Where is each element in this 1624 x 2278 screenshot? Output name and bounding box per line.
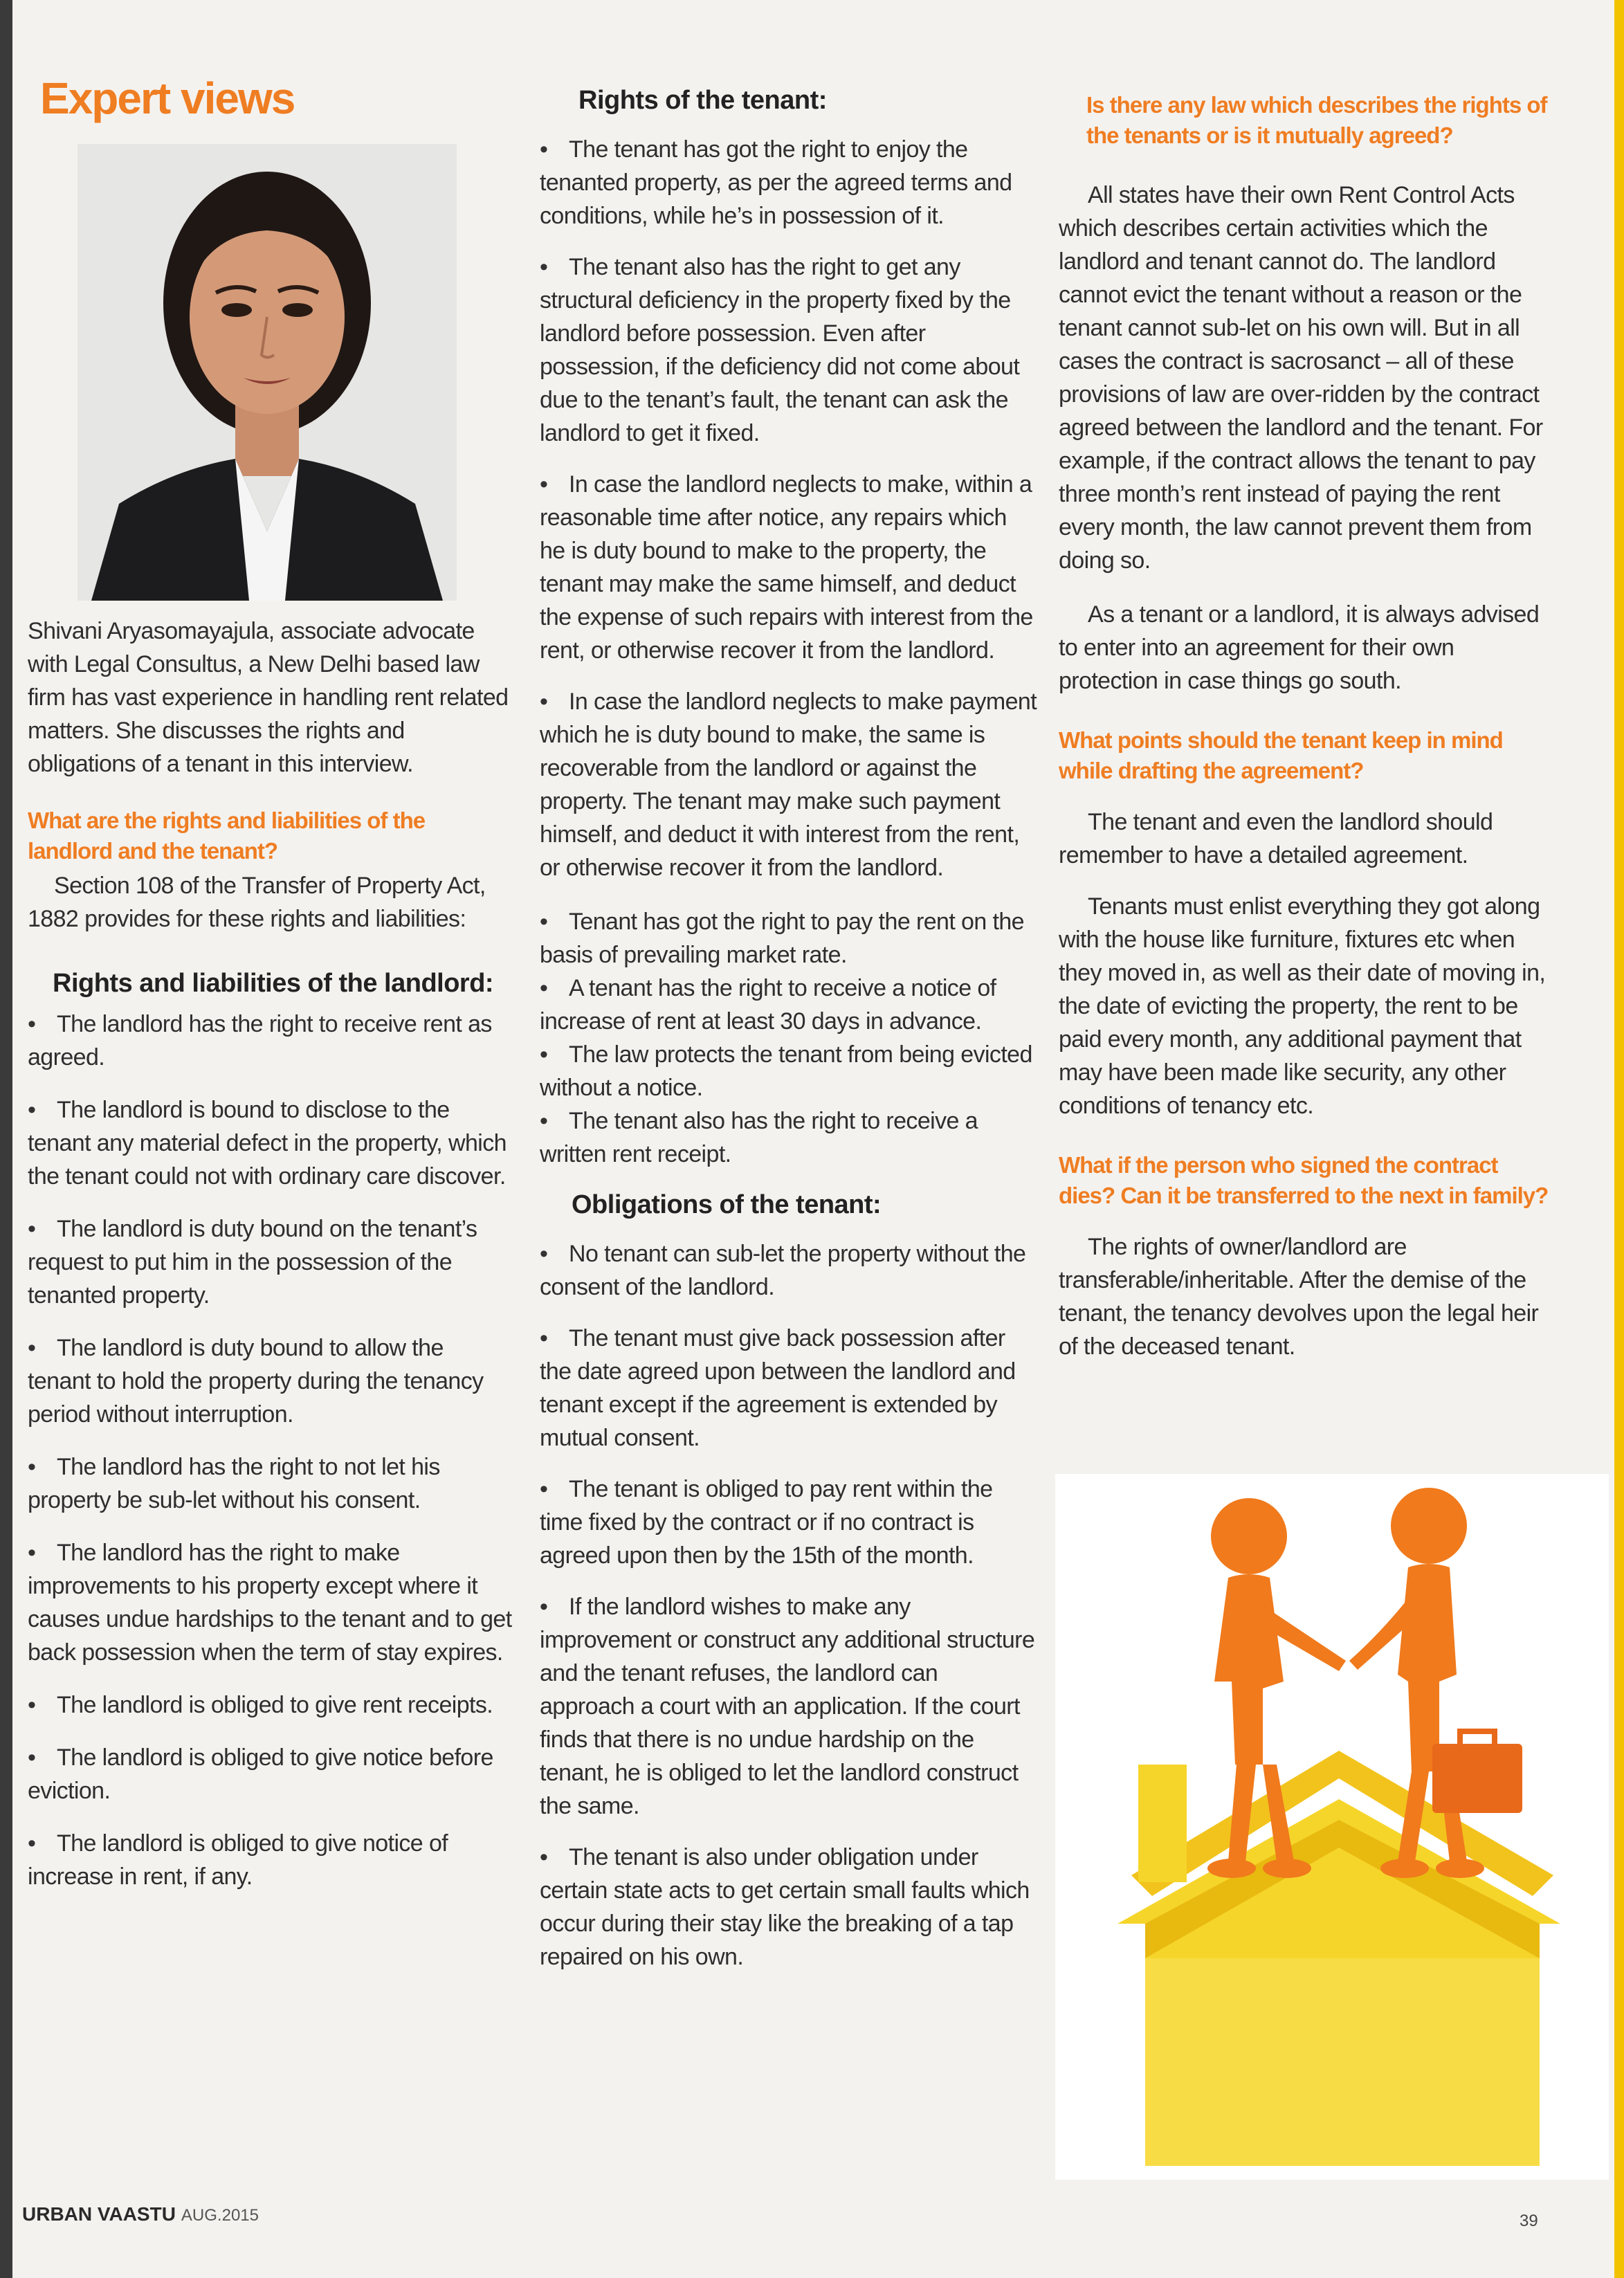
list-item: • The landlord is obliged to give notice of increase in rent, if any. (28, 1827, 512, 1893)
answer-contract-death: The rights of owner/landlord are transferable/inheritable. After the demise of the tenant, the tenancy devolves upon the legal heir of the deceased tenant. (1059, 1234, 1539, 1360)
list-item: • The tenant has got the right to enjoy the tenanted property, as per the agreed terms and conditions, while he’s in possession of it. (540, 133, 1038, 233)
bullet-icon: • (540, 1325, 548, 1351)
bullet-icon: • (540, 136, 548, 163)
landlord-heading: Rights and liabilities of the landlord: (53, 969, 494, 998)
list-item: • The tenant also has the right to receive a written rent receipt. (540, 1104, 1038, 1171)
list-item: • The landlord is duty bound on the tenant’s request to put him in the possession of the tenanted property. (28, 1212, 512, 1312)
bullet-icon: • (540, 1844, 548, 1870)
list-item: • The tenant also has the right to get any structural deficiency in the property fixed by the landlord before possession. Even after possession, if the deficiency did not come about due to the tenant’s fault, the tenant can ask the landlord to get it fixed. (540, 250, 1038, 450)
bullet-icon: • (540, 1594, 548, 1620)
bullet-icon: • (28, 1744, 36, 1771)
column-3 (1059, 90, 1557, 1363)
bullet-icon: • (540, 254, 548, 280)
list-item: • The landlord is bound to disclose to the tenant any material defect in the property, which the tenant could not with ordinary care discover. (28, 1093, 512, 1193)
section-title: Expert views (40, 73, 295, 123)
expert-portrait (77, 144, 457, 601)
page-edge-yellow (1614, 0, 1624, 2278)
bullet-icon: • (540, 689, 548, 715)
bullet-icon: • (540, 975, 548, 1001)
page-binding-shadow (0, 0, 12, 2278)
list-item: • The landlord is obliged to give notice before eviction. (28, 1741, 512, 1807)
bullet-icon: • (540, 1041, 548, 1068)
landlord-list (28, 1008, 512, 1893)
list-item: • The tenant must give back possession after the date agreed upon between the landlord and tenant except if the agreement is extended by mutual consent. (540, 1322, 1038, 1455)
question-agreement: What points should the tenant keep in mind while drafting the agreement? (1059, 727, 1503, 783)
bullet-icon: • (28, 1454, 36, 1480)
question-contract-death: What if the person who signed the contract dies? Can it be transferred to the next in family? (1059, 1152, 1549, 1208)
list-item: • The landlord is duty bound to allow the tenant to hold the property during the tenancy period without interruption. (28, 1331, 512, 1431)
footer-brand: URBAN VAASTU AUG.2015 (22, 2203, 259, 2225)
bullet-icon: • (28, 1830, 36, 1857)
bullet-icon: • (540, 1108, 548, 1134)
list-item: • The landlord has the right to make improvements to his property except where it causes undue hardships to the tenant and to get back possession when the term of stay expires. (28, 1536, 512, 1669)
answer-agreement-p2: Tenants must enlist everything they got along with the house like furniture, fixtures etc when they moved in, as well as their date of moving in, the date of evicting the property, the rent to be paid every month, any additional payment that may have been made like security, any other conditions of tenancy etc. (1059, 893, 1546, 1119)
answer-agreement-p1: The tenant and even the landlord should remember to have a detailed agreement. (1059, 809, 1493, 868)
bullet-icon: • (540, 1241, 548, 1267)
list-item: • No tenant can sub-let the property without the consent of the landlord. (540, 1237, 1038, 1304)
list-item: • The tenant is also under obligation under certain state acts to get certain small faults which occur during their stay like the breaking of a tap repaired on his own. (540, 1841, 1038, 1974)
tenant-obligations-heading: Obligations of the tenant: (572, 1190, 882, 1219)
list-item: • The law protects the tenant from being evicted without a notice. (540, 1038, 1038, 1104)
expert-intro: Shivani Aryasomayajula, associate advocate with Legal Consultus, a New Delhi based law firm has vast experience in handling rent related matters. She discusses the rights and obligations of a tenant in this interview. (28, 618, 509, 777)
bullet-icon: • (540, 1476, 548, 1502)
question-law: Is there any law which describes the rights of the tenants or is it mutually agreed? (1086, 92, 1547, 148)
bullet-icon: • (540, 909, 548, 935)
answer-section-108: Section 108 of the Transfer of Property Act, 1882 provides for these rights and liabilities: (28, 873, 486, 932)
handshake-house-illustration (1055, 1474, 1609, 2180)
bullet-icon: • (28, 1011, 36, 1037)
bullet-icon: • (540, 471, 548, 498)
bullet-icon: • (28, 1540, 36, 1566)
column-2 (540, 84, 1038, 1974)
question-rights-liabilities: What are the rights and liabilities of the landlord and the tenant? (28, 808, 426, 864)
bullet-icon: • (28, 1097, 36, 1123)
list-item: • The tenant is obliged to pay rent within the time fixed by the contract or if no contract is agreed upon then by the 15th of the month. (540, 1473, 1038, 1572)
bullet-icon: • (28, 1335, 36, 1361)
list-item: • The landlord is obliged to give rent receipts. (28, 1688, 512, 1722)
list-item: • The landlord has the right to receive rent as agreed. (28, 1008, 512, 1074)
list-item: • If the landlord wishes to make any improvement or construct any additional structure and the tenant refuses, the landlord can approach a court with an application. If the court finds that there is no undue hardship on the tenant, he is obliged to let the landlord construct the same. (540, 1590, 1038, 1823)
answer-law-p1: All states have their own Rent Control Acts which describes certain activities which the landlord and tenant cannot do. The landlord cannot evict the tenant without a reason or the tenant cannot sub-let on his own will. But in all cases the contract is sacrosanct – all of these provisions of law are over-ridden by the contract agreed between the landlord and the tenant. For example, if the contract allows the tenant to pay three month’s rent instead of paying the rent every month, the law cannot prevent them from doing so. (1059, 182, 1543, 574)
footer-date: AUG.2015 (181, 2206, 259, 2225)
briefcase-icon (1432, 1744, 1522, 1813)
bullet-icon: • (28, 1216, 36, 1242)
list-item: • A tenant has the right to receive a notice of increase of rent at least 30 days in advance. (540, 972, 1038, 1038)
bullet-icon: • (28, 1692, 36, 1718)
house-chimney (1138, 1765, 1187, 1882)
answer-law-p2: As a tenant or a landlord, it is always advised to enter into an agreement for their own protection in case things go south. (1059, 601, 1540, 694)
list-item: • In case the landlord neglects to make payment which he is duty bound to make, the same is recoverable from the landlord or against the property. The tenant may make such payment himself, and deduct it with interest from the rent, or otherwise recover it from the landlord. (540, 685, 1038, 884)
list-item: • The landlord has the right to not let his property be sub-let without his consent. (28, 1450, 512, 1517)
page-number: 39 (1520, 2212, 1538, 2230)
list-item: • Tenant has got the right to pay the rent on the basis of prevailing market rate. (540, 905, 1038, 972)
column-1 (28, 614, 512, 1893)
list-item: • In case the landlord neglects to make, within a reasonable time after notice, any repairs which he is duty bound to make to the property, the tenant may make the same himself, and deduct the expense of such repairs with interest from the rent, or otherwise recover it from the landlord. (540, 468, 1038, 667)
tenant-rights-heading: Rights of the tenant: (578, 86, 827, 115)
